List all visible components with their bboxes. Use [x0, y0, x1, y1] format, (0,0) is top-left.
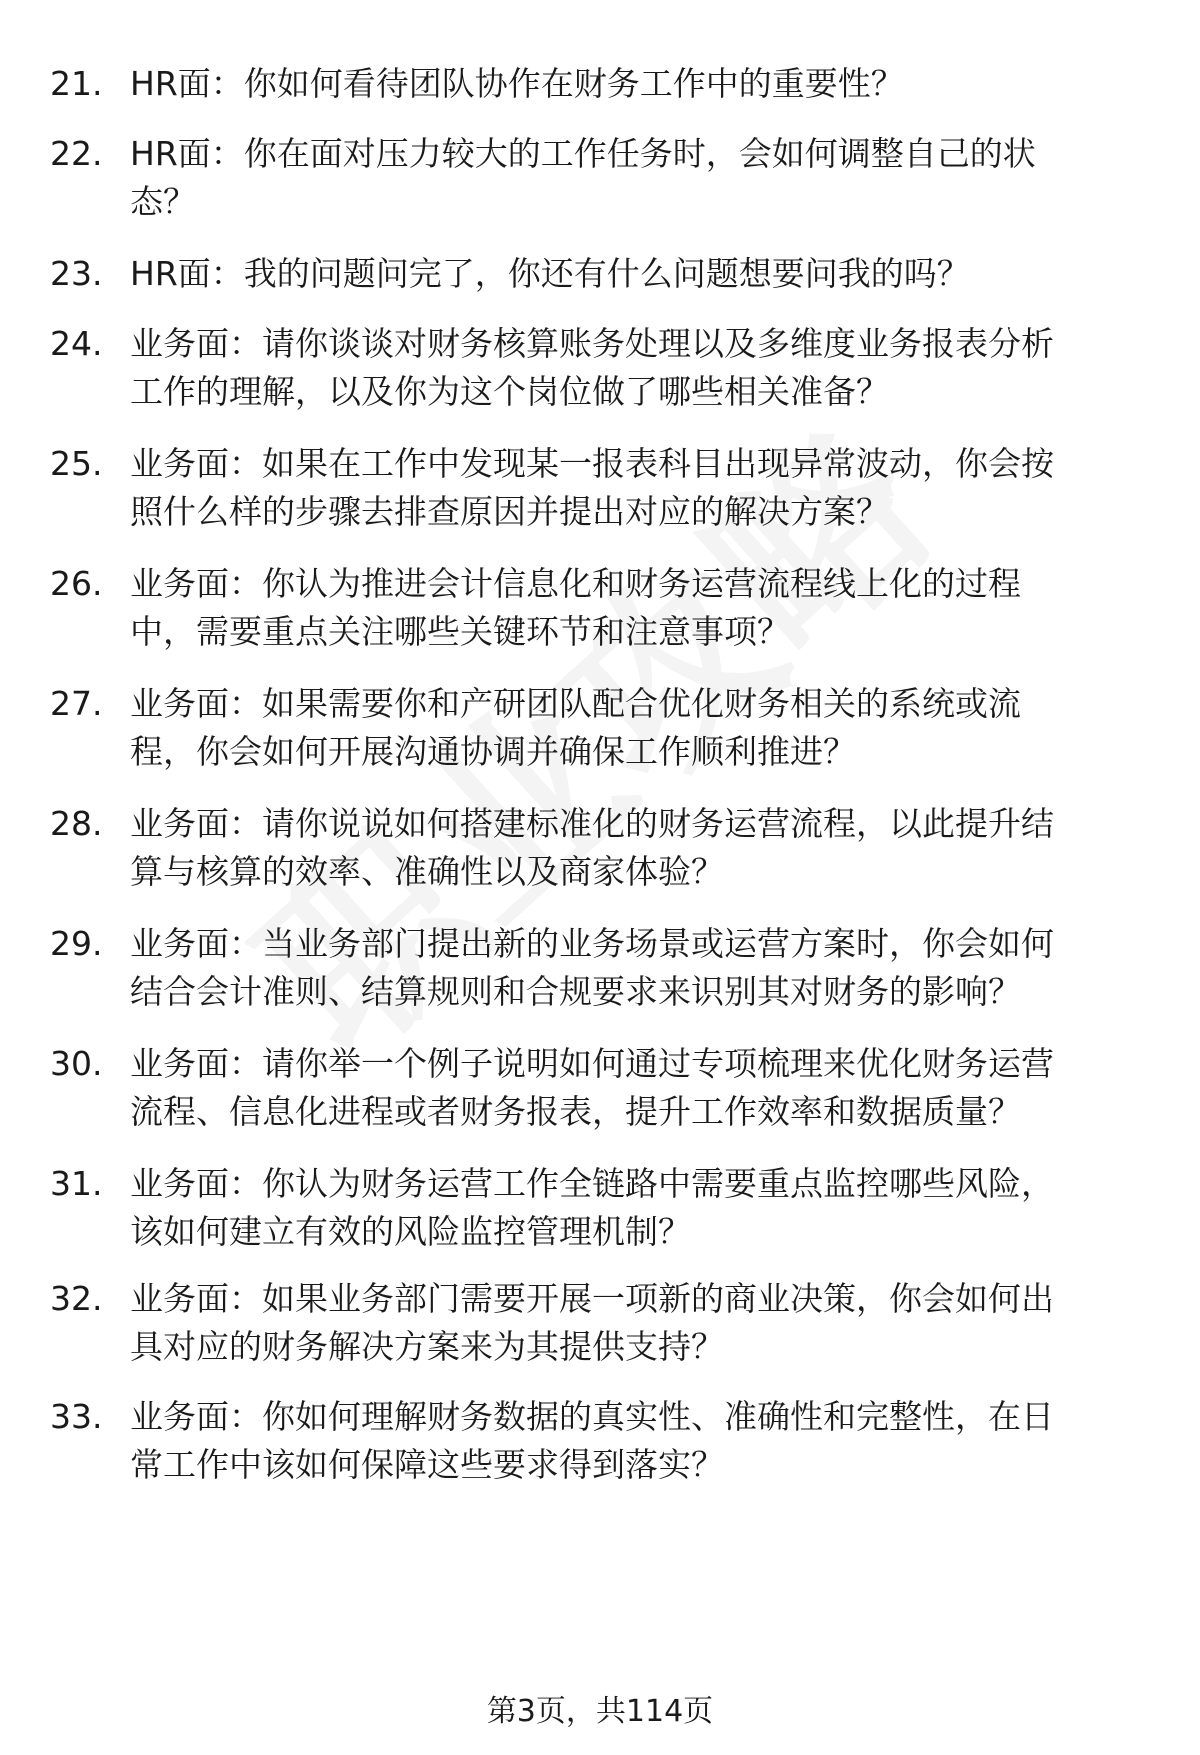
question-number: 29. [50, 924, 103, 963]
question-text [130, 60, 1150, 108]
question-number: 21. [50, 64, 103, 103]
question-text-line: 业务面：请你举一个例子说明如何通过专项梳理来优化财务运营 [130, 1044, 1054, 1083]
question-number: 22. [50, 134, 103, 173]
question-text-line: HR面：我的问题问完了，你还有什么问题想要问我的吗？ [130, 254, 970, 293]
question-text-line: 业务面：你认为推进会计信息化和财务运营流程线上化的过程 [130, 564, 1021, 603]
question-text [130, 440, 1150, 536]
question-text-line: 态？ [130, 182, 196, 221]
question-number: 31. [50, 1164, 103, 1203]
question-number: 32. [50, 1279, 103, 1318]
question-text-line: 流程、信息化进程或者财务报表，提升工作效率和数据质量？ [130, 1092, 1021, 1131]
question-number: 33. [50, 1397, 103, 1436]
question-text-line: 具对应的财务解决方案来为其提供支持？ [130, 1327, 724, 1366]
question-text [130, 920, 1150, 1016]
page-footer: 第3页，共114页 [486, 1694, 714, 1729]
question-number: 28. [50, 804, 103, 843]
question-text-line: 业务面：如果需要你和产研团队配合优化财务相关的系统或流 [130, 684, 1021, 723]
question-text-line: 结合会计准则、结算规则和合规要求来识别其对财务的影响？ [130, 972, 1021, 1011]
question-text-line: 该如何建立有效的风险监控管理机制？ [130, 1212, 691, 1251]
question-text-line: 业务面：请你说说如何搭建标准化的财务运营流程，以此提升结 [130, 804, 1054, 843]
question-text-line: 程，你会如何开展沟通协调并确保工作顺利推进？ [130, 732, 856, 771]
question-text-line: 常工作中该如何保障这些要求得到落实？ [130, 1445, 724, 1484]
question-text-line: HR面：你如何看待团队协作在财务工作中的重要性？ [130, 64, 904, 103]
question-text [130, 560, 1150, 656]
question-text [130, 1040, 1150, 1136]
question-text [130, 250, 1150, 298]
question-text-line: HR面：你在面对压力较大的工作任务时，会如何调整自己的状 [130, 134, 1036, 173]
question-text-line: 算与核算的效率、准确性以及商家体验？ [130, 852, 724, 891]
question-number: 23. [50, 254, 103, 293]
question-number: 26. [50, 564, 103, 603]
question-text [130, 130, 1150, 226]
question-text-line: 业务面：请你谈谈对财务核算账务处理以及多维度业务报表分析 [130, 324, 1054, 363]
question-text [130, 1275, 1150, 1371]
question-number: 30. [50, 1044, 103, 1083]
question-text-line: 业务面：如果在工作中发现某一报表科目出现异常波动，你会按 [130, 444, 1054, 483]
question-text-line: 照什么样的步骤去排查原因并提出对应的解决方案？ [130, 492, 889, 531]
question-text-line: 业务面：当业务部门提出新的业务场景或运营方案时，你会如何 [130, 924, 1054, 963]
question-number: 24. [50, 324, 103, 363]
question-text [130, 680, 1150, 776]
question-number: 25. [50, 444, 103, 483]
question-text-line: 中，需要重点关注哪些关键环节和注意事项？ [130, 612, 790, 651]
question-text-line: 业务面：如果业务部门需要开展一项新的商业决策，你会如何出 [130, 1279, 1054, 1318]
question-text-line: 工作的理解，以及你为这个岗位做了哪些相关准备？ [130, 372, 889, 411]
question-text [130, 1393, 1150, 1489]
question-text [130, 320, 1150, 416]
question-number: 27. [50, 684, 103, 723]
question-text [130, 800, 1150, 896]
question-text [130, 1160, 1150, 1256]
question-text-line: 业务面：你认为财务运营工作全链路中需要重点监控哪些风险， [130, 1164, 1054, 1203]
question-text-line: 业务面：你如何理解财务数据的真实性、准确性和完整性，在日 [130, 1397, 1054, 1436]
